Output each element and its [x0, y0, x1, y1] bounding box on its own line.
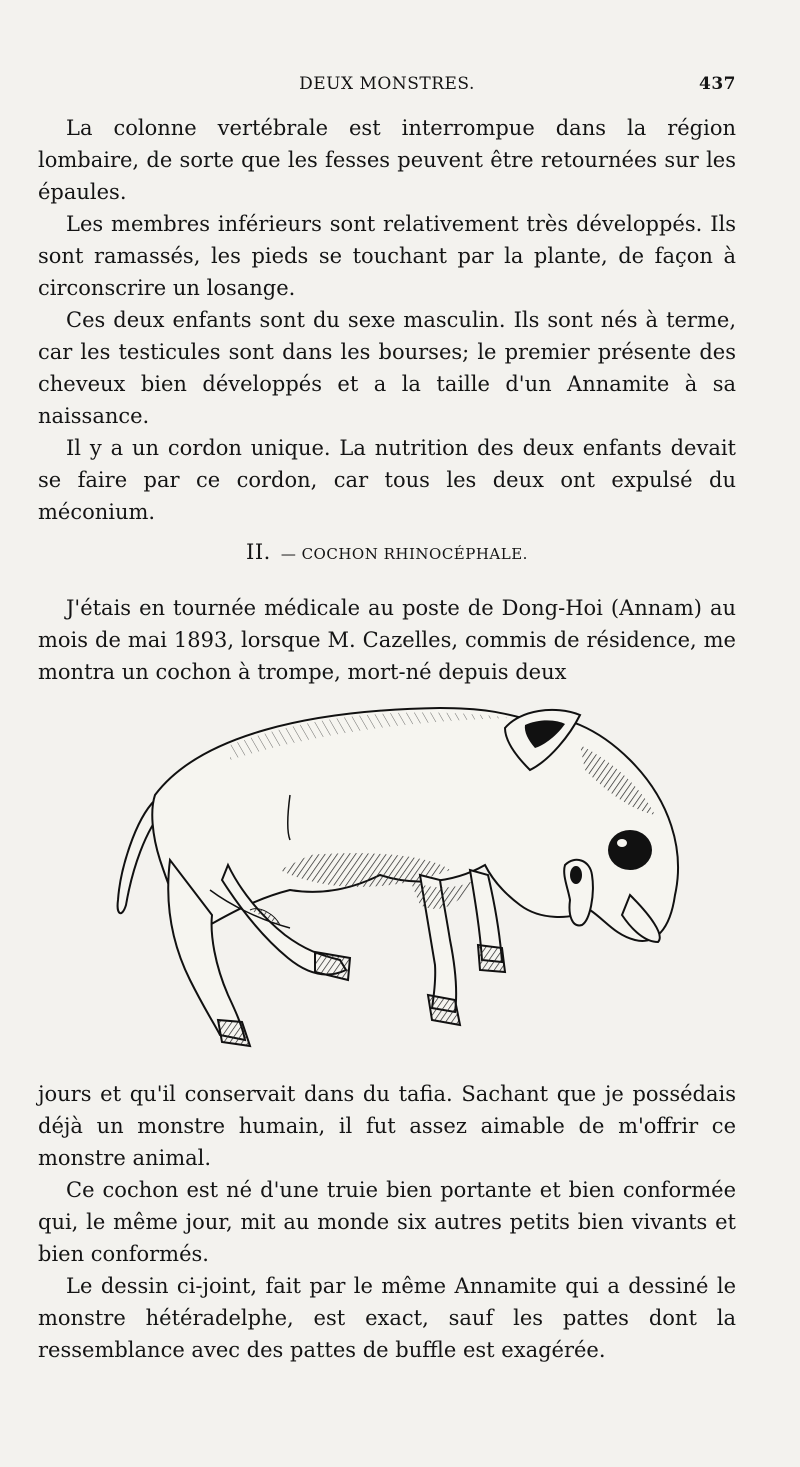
paragraph: jours et qu'il conservait dans du tafia. Sachant que je possédais déjà un monstre humain, il fut assez aimable de m'offrir ce monstre animal. — [38, 1082, 736, 1170]
text-block-top — [38, 112, 736, 528]
running-header — [38, 72, 736, 102]
paragraph: Les membres inférieurs sont relativement très développés. Ils sont ramassés, les pieds se touchant par la plante, de façon à circonscrire un losange. — [38, 212, 736, 300]
paragraph: J'étais en tournée médicale au poste de Dong-Hoi (Annam) au mois de mai 1893, lorsque M. Cazelles, commis de résidence, me montra un cochon à trompe, mort-né depuis deux — [38, 596, 736, 684]
pig-body — [152, 708, 678, 941]
text-block-mid — [38, 592, 736, 688]
page-number: 437 — [699, 74, 736, 94]
paragraph: Le dessin ci-joint, fait par le même Annamite qui a dessiné le monstre hétéradelphe, est exact, sauf les pattes dont la ressemblance avec des pattes de buffle est exagérée. — [38, 1274, 736, 1362]
pig-eye — [608, 830, 652, 870]
section-title: — COCHON RHINOCÉPHALE. — [280, 545, 528, 563]
running-title: DEUX MONSTRES. — [299, 74, 475, 94]
paragraph: La colonne vertébrale est interrompue dans la région lombaire, de sorte que les fesses peuvent être retournées sur les épaules. — [38, 116, 736, 204]
text-block-bottom — [38, 1078, 736, 1366]
paragraph: Ce cochon est né d'une truie bien portante et bien conformée qui, le même jour, mit au monde six autres petits bien vivants et bien conformés. — [38, 1178, 736, 1266]
paragraph: Ces deux enfants sont du sexe masculin. Ils sont nés à terme, car les testicules sont dans les bourses; le premier présente des cheveux bien développés et a la taille d'un Annamite à sa naissance. — [38, 308, 736, 428]
section-heading — [38, 540, 736, 564]
section-number: II. — [246, 540, 271, 564]
paragraph: Il y a un cordon unique. La nutrition des deux enfants devait se faire par ce cordon, car tous les deux ont expulsé du méconium. — [38, 436, 736, 524]
pig-illustration — [110, 690, 690, 1070]
